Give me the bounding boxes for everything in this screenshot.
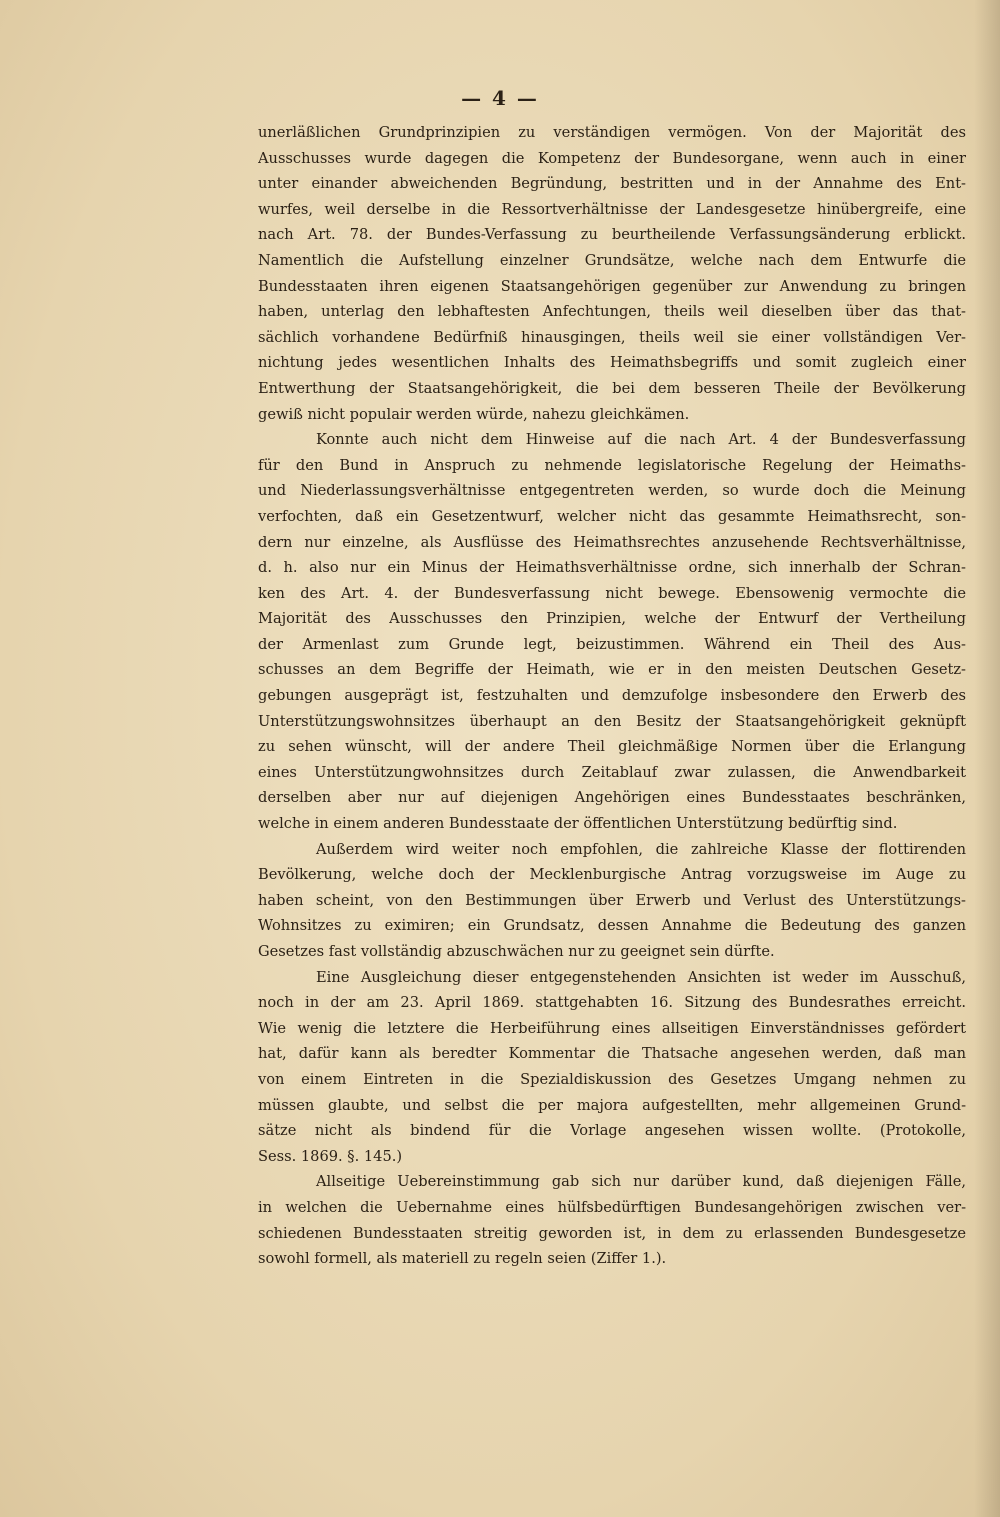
text-line: für den Bund in Anspruch zu nehmende legislatorische Regelung der Heimaths- — [258, 456, 966, 474]
text-line: Bundesstaaten ihren eigenen Staatsangehörigen gegenüber zur Anwendung zu bringen — [258, 277, 966, 295]
text-line: zu sehen wünscht, will der andere Theil gleichmäßige Normen über die Erlangung — [258, 738, 966, 756]
text-line: Sess. 1869. §. 145.) — [258, 1147, 403, 1165]
text-line: Gesetzes fast vollständig abzuschwächen nur zu geeignet sein dürfte. — [258, 943, 775, 960]
text-line: noch in der am 23. April 1869. stattgehabten 16. Sitzung des Bundesrathes erreicht. — [258, 994, 966, 1012]
text-line: nach Art. 78. der Bundes-Verfassung zu beurtheilende Verfassungsänderung erblickt. — [258, 226, 966, 244]
text-line: sowohl formell, als materiell zu regeln seien (Ziffer 1.). — [258, 1250, 667, 1268]
text-line: von einem Eintreten in die Spezialdiskussion des Gesetzes Umgang nehmen zu — [258, 1070, 966, 1088]
text-line: Ausschusses wurde dagegen die Kompetenz der Bundesorgane, wenn auch in einer — [258, 149, 966, 167]
text-line: Eine Ausgleichung dieser entgegenstehenden Ansichten ist weder im Ausschuß, — [316, 968, 966, 986]
text-line: Unterstützungswohnsitzes überhaupt an den Besitz der Staatsangehörigkeit geknüpft — [258, 712, 966, 730]
text-line: unerläßlichen Grundprinzipien zu verständigen vermögen. Von der Majorität des — [258, 124, 966, 141]
text-line: nichtung jedes wesentlichen Inhalts des Heimathsbegriffs und somit zugleich einer — [258, 354, 966, 372]
text-line: der Armenlast zum Grunde legt, beizustimmen. Während ein Theil des Aus- — [258, 635, 966, 653]
text-line: Konnte auch nicht dem Hinweise auf die nach Art. 4 der Bundesverfassung — [316, 431, 966, 449]
text-line: ken des Art. 4. der Bundesverfassung nicht bewege. Ebensowenig vermochte die — [258, 584, 966, 602]
text-line: gebungen ausgeprägt ist, festzuhalten und demzufolge insbesondere den Erwerb des — [258, 687, 966, 705]
page-number: — 4 — — [461, 86, 539, 110]
text-line: verfochten, daß ein Gesetzentwurf, welcher nicht das gesammte Heimathsrecht, son- — [258, 507, 966, 525]
text-line: welche in einem anderen Bundesstaate der öffentlichen Unterstützung bedürftig sind. — [258, 815, 898, 833]
text-line: Allseitige Uebereinstimmung gab sich nur darüber kund, daß diejenigen Fälle, — [316, 1173, 966, 1191]
text-line: d. h. also nur ein Minus der Heimathsverhältnisse ordne, sich innerhalb der Schran- — [258, 559, 966, 577]
text-line: und Niederlassungsverhältnisse entgegentreten werden, so wurde doch die Meinung — [258, 482, 966, 500]
text-line: Majorität des Ausschusses den Prinzipien, welche der Entwurf der Vertheilung — [258, 610, 966, 628]
text-line: Entwerthung der Staatsangehörigkeit, die bei dem besseren Theile der Bevölkerung — [258, 379, 966, 397]
text-line: gewiß nicht populair werden würde, nahezu gleichkämen. — [258, 405, 690, 423]
text-line: haben scheint, von den Bestimmungen über Erwerb und Verlust des Unterstützungs- — [258, 891, 966, 909]
text-line: schusses an dem Begriffe der Heimath, wie er in den meisten Deutschen Gesetz- — [258, 661, 966, 679]
text-line: Bevölkerung, welche doch der Mecklenburgische Antrag vorzugsweise im Auge zu — [258, 866, 966, 884]
text-line: haben, unterlag den lebhaftesten Anfechtungen, theils weil dieselben über das that- — [258, 303, 966, 321]
text-line: hat, dafür kann als beredter Kommentar die Thatsache angesehen werden, daß man — [258, 1045, 966, 1063]
body-text — [258, 120, 966, 1272]
text-line: dern nur einzelne, als Ausflüsse des Heimathsrechtes anzusehende Rechtsverhältnisse, — [258, 533, 966, 551]
text-line: müssen glaubte, und selbst die per majora aufgestellten, mehr allgemeinen Grund- — [258, 1096, 966, 1114]
text-line: derselben aber nur auf diejenigen Angehörigen eines Bundesstaates beschränken, — [258, 789, 966, 807]
text-line: unter einander abweichenden Begründung, bestritten und in der Annahme des Ent- — [258, 175, 966, 193]
text-line: Wohnsitzes zu eximiren; ein Grundsatz, dessen Annahme die Bedeutung des ganzen — [258, 917, 966, 935]
text-line: schiedenen Bundesstaaten streitig geworden ist, in dem zu erlassenden Bundesgesetze — [258, 1224, 966, 1242]
text-line: sächlich vorhandene Bedürfniß hinausgingen, theils weil sie einer vollständigen Ver- — [258, 328, 966, 346]
page-edge-shadow — [974, 0, 1000, 1517]
text-line: in welchen die Uebernahme eines hülfsbedürftigen Bundesangehörigen zwischen ver- — [258, 1198, 966, 1216]
text-line: Namentlich die Aufstellung einzelner Grundsätze, welche nach dem Entwurfe die — [258, 251, 966, 269]
text-line: wurfes, weil derselbe in die Ressortverhältnisse der Landesgesetze hinübergreife, eine — [258, 200, 966, 218]
text-line: eines Unterstützungwohnsitzes durch Zeitablauf zwar zulassen, die Anwendbarkeit — [258, 763, 966, 781]
text-line: Wie wenig die letztere die Herbeiführung eines allseitigen Einverständnisses gefördert — [258, 1019, 966, 1037]
text-line: Außerdem wird weiter noch empfohlen, die zahlreiche Klasse der flottirenden — [316, 840, 966, 858]
text-line: sätze nicht als bindend für die Vorlage angesehen wissen wollte. (Protokolle, — [258, 1122, 966, 1140]
